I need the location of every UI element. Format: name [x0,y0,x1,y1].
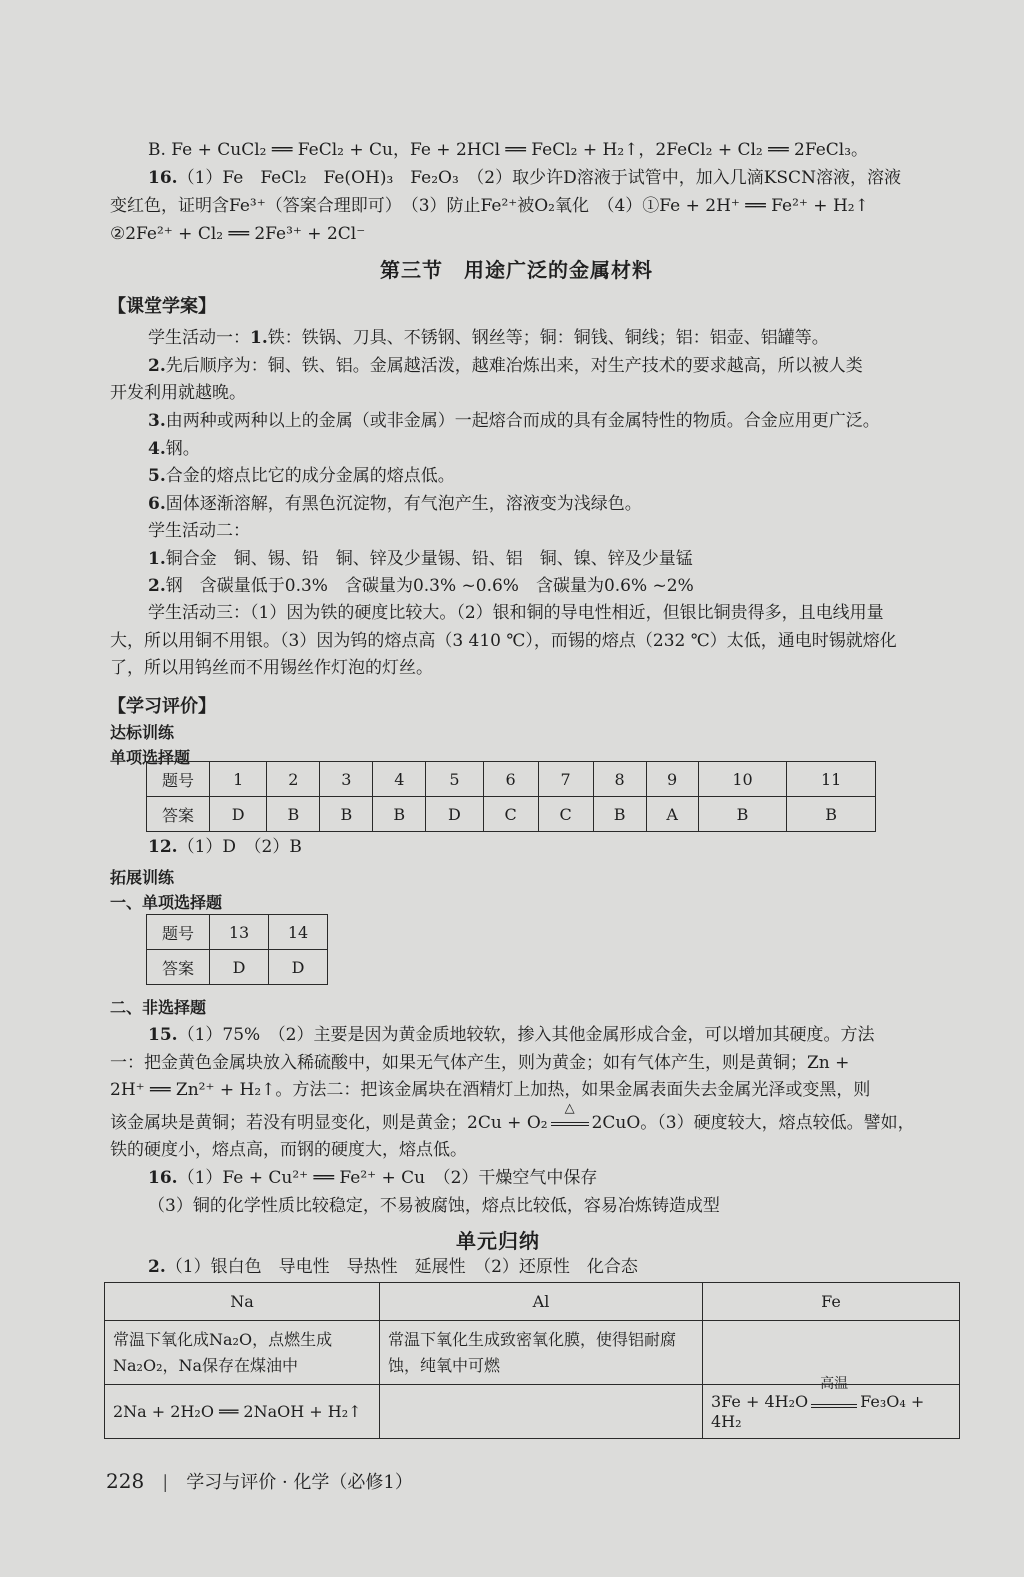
row-label: 题号 [147,915,210,950]
na-oxidation: 常温下氧化成Na₂O，点燃生成Na₂O₂，Na保存在煤油中 [105,1321,380,1385]
answer-table-1 [146,761,876,832]
footer-separator: | [162,1472,169,1493]
activity-3-line-1: 学生活动三：（1）因为铁的硬度比较大。（2）银和铜的导电性相近，但银比铜贵得多，且电线用量 [148,603,884,623]
al-water-reaction [380,1385,703,1439]
table-cell: D [426,797,483,832]
q15-line-2: 一：把金黄色金属块放入稀硫酸中，如果无气体产生，则为黄金；如有气体产生，则是黄铜；Zn + [110,1053,850,1073]
item-6-number: 6. [148,494,166,514]
q16-line-2: 变红色，证明含Fe³⁺（答案合理即可） （3）防止Fe²⁺被O₂氧化 （4）①Fe + 2H⁺ ══ Fe²⁺ + H₂↑ [110,196,869,216]
summary-table [104,1282,960,1439]
page-footer [106,1468,413,1494]
activity-2-item-2-text: 钢 含碳量低于0.3% 含碳量为0.3% ~0.6% 含碳量为0.6% ~2% [165,576,694,596]
table-cell: 14 [269,915,328,950]
item-5-line [148,463,455,489]
reaction-arrow [551,1122,589,1126]
summary-q2-line [148,1254,638,1280]
table-cell: D [269,950,328,985]
q15-text-1: （1）75% （2）主要是因为黄金质地较软，掺入其他金属形成合金，可以增加其硬度。方法 [177,1025,875,1045]
q15-line-1 [148,1022,875,1048]
extend-training-label: 拓展训练 [110,868,175,887]
q16-line-3: ②2Fe²⁺ + Cl₂ ══ 2Fe³⁺ + 2Cl⁻ [110,224,366,244]
heat-symbol: △ [564,1101,575,1116]
item-2-number: 2. [148,356,166,376]
table-cell: D [210,797,267,832]
evaluation-header: 【学习评价】 [108,696,216,717]
fe-water-reaction [703,1376,960,1439]
item-2-text-1: 先后顺序为：铜、铁、铝。金属越活泼，越难冶炼出来，对生产技术的要求越高，所以被人类 [165,356,863,376]
q12-line [148,834,302,860]
table-cell: 11 [787,762,876,797]
heat-condition [548,1101,592,1136]
q16b-line-1 [148,1165,597,1191]
q15-number: 15. [148,1025,178,1045]
answer-table-2 [146,914,328,985]
summary-q2-number: 2. [148,1257,166,1277]
extend-single-choice-label: 一、单项选择题 [110,893,223,912]
row-label: 答案 [147,950,210,985]
activity-2-item-1-number: 1. [148,549,166,569]
page-number: 228 [106,1469,145,1493]
table-cell: 7 [538,762,593,797]
item-6-text: 固体逐渐溶解，有黑色沉淀物，有气泡产生，溶液变为浅绿色。 [165,494,642,514]
table-cell: D [210,950,269,985]
table-row-numbers [147,762,876,797]
item-4-number: 4. [148,439,166,459]
q16-number: 16. [148,168,178,188]
table-cell: 5 [426,762,483,797]
activity-1-number: 1. [250,328,268,348]
reaction-arrow [811,1404,857,1408]
standard-training-label: 达标训练 [110,723,175,742]
item-3-text: 由两种或两种以上的金属（或非金属）一起熔合而成的具有金属特性的物质。合金应用更广泛。 [165,411,880,431]
item-4-text: 钢。 [165,439,200,459]
table-cell: 2 [267,762,320,797]
item-5-text: 合金的熔点比它的成分金属的熔点低。 [165,466,455,486]
q16-line-1 [148,165,901,191]
item-6-line [148,491,642,517]
q15-text-4b: 2CuO。（3）硬度较大，熔点较低。譬如， [591,1113,915,1133]
table-row-answers [147,950,328,985]
activity-3-line-3: 了，所以用钨丝而不用锡丝作灯泡的灯丝。 [110,658,433,678]
activity-2-item-2-number: 2. [148,576,166,596]
high-temp-condition [808,1376,860,1412]
table-cell: 3 [320,762,373,797]
activity-3-line-2: 大，所以用铜不用银。（3）因为钨的熔点高（3 410 ℃），而锡的熔点（232 ℃）太低，通电时锡就熔化 [110,631,897,651]
summary-title: 单元归纳 [456,1229,540,1253]
activity-2-label: 学生活动二： [148,521,250,541]
table-cell: 1 [210,762,267,797]
table-cell: B [373,797,426,832]
classroom-header: 【课堂学案】 [108,296,216,317]
single-choice-label: 单项选择题 [110,748,191,767]
table-row-numbers [147,915,328,950]
q15-line-3: 2H⁺ ══ Zn²⁺ + H₂↑。方法二：把该金属块在酒精灯上加热，如果金属表面失去金属光泽或变黑，则 [110,1080,871,1100]
activity-1-text: 铁：铁锅、刀具、不锈钢、钢丝等；铜：铜钱、铜线；铝：铝壶、铝罐等。 [267,328,829,348]
item-3-number: 3. [148,411,166,431]
table-cell: B [267,797,320,832]
item-4-line [148,436,200,462]
row-label: 题号 [147,762,210,797]
summary-q2-text: （1）银白色 导电性 导热性 延展性 （2）还原性 化合态 [165,1257,638,1277]
q16b-text-1: （1）Fe + Cu²⁺ ══ Fe²⁺ + Cu （2）干燥空气中保存 [177,1168,598,1188]
table-cell: C [538,797,593,832]
header-al: Al [380,1283,703,1321]
table-cell: C [483,797,538,832]
table-row-answers [147,797,876,832]
row-label: 答案 [147,797,210,832]
table-cell: 4 [373,762,426,797]
summary-row-water [105,1385,960,1439]
activity-2-item-1-text: 铜合金 铜、锡、铅 铜、锌及少量锡、铅、铝 铜、镍、锌及少量锰 [165,549,693,569]
section-title: 第三节 用途广泛的金属材料 [380,258,653,282]
answer-b-line: B. Fe + CuCl₂ ══ FeCl₂ + Cu，Fe + 2HCl ══ FeCl₂ + H₂↑，2FeCl₂ + Cl₂ ══ 2FeCl₃。 [148,140,869,160]
al-oxidation: 常温下氧化生成致密氧化膜，使得铝耐腐蚀，纯氧中可燃 [380,1321,703,1385]
q12-text: （1）D （2）B [177,837,302,857]
high-temp-label: 高温 [820,1376,849,1392]
item-3-line [148,408,880,434]
activity-2-item-1 [148,546,693,572]
q12-number: 12. [148,837,178,857]
activity-1-line [148,325,829,351]
activity-1-label: 学生活动一： [148,328,250,348]
q15-line-5: 铁的硬度小，熔点高，而钢的硬度大，熔点低。 [110,1140,467,1160]
table-cell: A [646,797,698,832]
item-2-line-1 [148,353,863,379]
q16b-line-2: （3）铜的化学性质比较稳定，不易被腐蚀，熔点比较低，容易冶炼铸造成型 [148,1196,720,1216]
table-cell: B [787,797,876,832]
table-cell: 9 [646,762,698,797]
header-fe: Fe [703,1283,960,1321]
table-cell: 8 [593,762,646,797]
header-na: Na [105,1283,380,1321]
summary-header-row [105,1283,960,1321]
table-cell: 10 [698,762,787,797]
na-water-reaction: 2Na + 2H₂O ══ 2NaOH + H₂↑ [105,1385,380,1439]
table-cell: B [698,797,787,832]
item-2-line-2: 开发利用就越晚。 [110,383,246,403]
activity-2-item-2 [148,573,694,599]
q15-text-4a: 该金属块是黄铜；若没有明显变化，则是黄金；2Cu + O₂ [110,1113,548,1133]
table-cell: B [320,797,373,832]
fe-reactants: 3Fe + 4H₂O [711,1392,809,1411]
q16b-number: 16. [148,1168,178,1188]
non-choice-label: 二、非选择题 [110,998,207,1017]
item-5-number: 5. [148,466,166,486]
table-cell: B [593,797,646,832]
table-cell: 13 [210,915,269,950]
book-title: 学习与评价 · 化学（必修1） [186,1472,413,1493]
q16-text-1: （1）Fe FeCl₂ Fe(OH)₃ Fe₂O₃ （2）取少许D溶液于试管中，加入几滴KSCN溶液，溶液 [177,168,901,188]
table-cell: 6 [483,762,538,797]
q15-line-4 [110,1101,915,1136]
fe-products: Fe₃O₄ + 4H₂ [711,1392,925,1431]
